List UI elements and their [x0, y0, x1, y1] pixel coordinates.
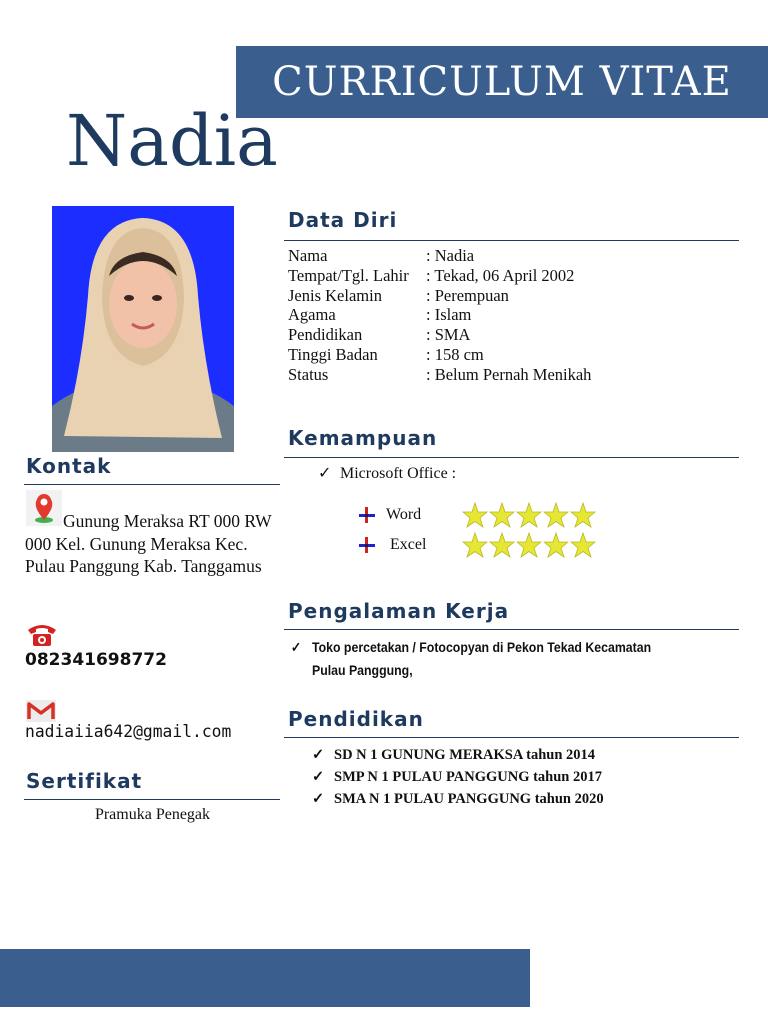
star-icon	[489, 532, 515, 558]
section-title-kontak: Kontak	[26, 454, 112, 478]
person-name: Nadia	[66, 100, 278, 182]
profile-photo	[52, 206, 234, 452]
section-title-kemampuan: Kemampuan	[288, 426, 438, 450]
list-item: Agama : Islam	[288, 305, 472, 325]
section-title-data-diri: Data Diri	[288, 208, 398, 232]
check-icon: ✓	[312, 791, 325, 807]
skill-label: Excel	[390, 536, 427, 553]
bullet-plus-icon	[358, 506, 376, 524]
contact-email[interactable]: nadiaiia642@gmail.com	[25, 722, 232, 742]
check-icon: ✓	[290, 639, 302, 655]
section-title-sertifikat: Sertifikat	[26, 769, 143, 793]
page-title: CURRICULUM VITAE	[272, 59, 732, 105]
list-item: Status : Belum Pernah Menikah	[288, 364, 592, 384]
star-icon	[516, 502, 542, 528]
section-title-pendidikan: Pendidikan	[288, 707, 424, 731]
skill-excel	[358, 532, 597, 558]
star-icon	[570, 502, 596, 528]
skill-word	[358, 502, 597, 528]
star-icon	[543, 532, 569, 558]
star-rating	[462, 532, 597, 558]
list-item: Pendidikan : SMA	[288, 325, 471, 345]
personal-data-list	[288, 246, 591, 385]
divider	[284, 240, 739, 241]
ms-office-item: ✓ Microsoft Office :	[318, 465, 457, 482]
contact-phone[interactable]: 082341698772	[25, 650, 167, 670]
section-title-pengalaman: Pengalaman Kerja	[288, 599, 510, 623]
divider	[284, 629, 739, 630]
list-item: Nama : Nadia	[288, 246, 475, 265]
star-icon	[462, 502, 488, 528]
star-icon	[570, 532, 596, 558]
list-item: ✓ Toko percetakan / Fotocopyan di Pekon Tekad Kecamatan Pulau Panggung,	[312, 636, 664, 682]
education-list	[312, 744, 604, 810]
list-item: Jenis Kelamin : Perempuan	[288, 285, 509, 305]
divider	[284, 457, 739, 458]
star-rating	[462, 502, 597, 528]
contact-address: Gunung Meraksa RT 000 RW 000 Kel. Gunung Meraksa Kec. Pulau Panggung Kab. Tanggamus	[25, 511, 272, 576]
footer-band	[0, 949, 530, 1007]
star-icon	[489, 502, 515, 528]
check-icon: ✓	[318, 465, 332, 482]
divider	[24, 799, 280, 800]
telephone-icon	[26, 622, 58, 653]
list-item: Tempat/Tgl. Lahir : Tekad, 06 April 2002	[288, 265, 575, 285]
list-item: ✓ SMP N 1 PULAU PANGGUNG tahun 2017	[312, 766, 604, 788]
list-item: ✓ SD N 1 GUNUNG MERAKSA tahun 2014	[312, 744, 604, 766]
list-item: ✓ SMA N 1 PULAU PANGGUNG tahun 2020	[312, 788, 604, 810]
certificate-item: Pramuka Penegak	[94, 806, 211, 823]
check-icon: ✓	[312, 747, 325, 763]
divider	[284, 737, 739, 738]
star-icon	[462, 532, 488, 558]
star-icon	[516, 532, 542, 558]
bullet-plus-icon	[358, 536, 376, 554]
list-item: Tinggi Badan : 158 cm	[288, 344, 484, 364]
check-icon: ✓	[312, 769, 325, 785]
star-icon	[543, 502, 569, 528]
skill-label: Word	[386, 506, 422, 523]
divider	[24, 484, 280, 485]
